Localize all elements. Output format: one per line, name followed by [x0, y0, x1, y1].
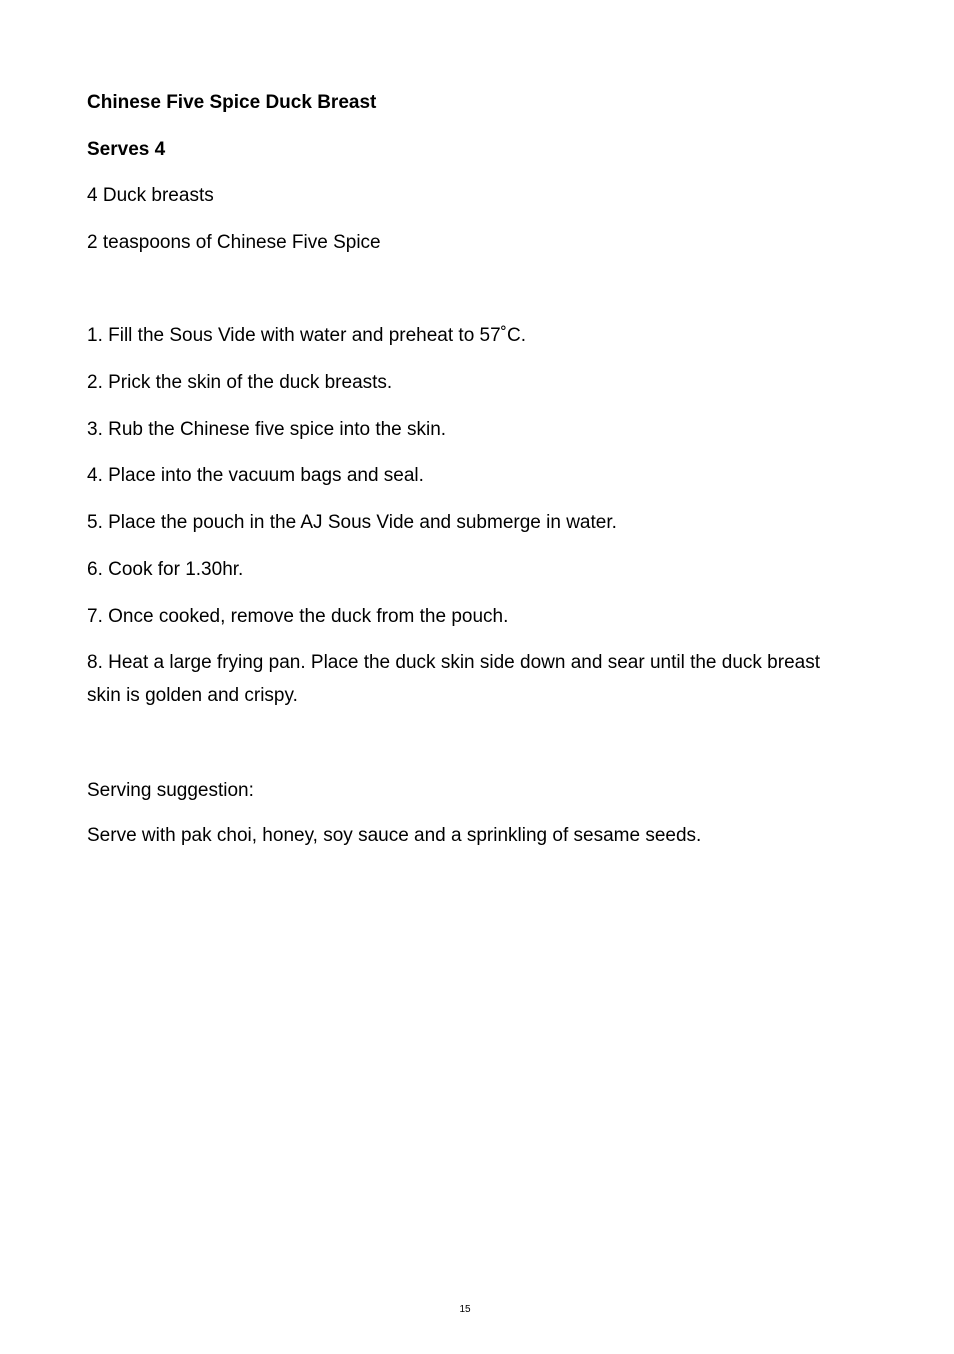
- ingredient-item: 4 Duck breasts: [87, 185, 214, 206]
- method-step: 8. Heat a large frying pan. Place the duck skin side down and sear until the duck breast skin is golden and crispy.: [87, 652, 820, 706]
- method-step: 2. Prick the skin of the duck breasts.: [87, 372, 393, 393]
- method-step: 7. Once cooked, remove the duck from the pouch.: [87, 606, 509, 627]
- serves-label: Serves 4: [87, 139, 166, 160]
- recipe-title: Chinese Five Spice Duck Breast: [87, 92, 377, 113]
- serving-suggestion-text: Serve with pak choi, honey, soy sauce and a sprinkling of sesame seeds.: [87, 825, 702, 846]
- serving-suggestion-label: Serving suggestion:: [87, 780, 254, 801]
- method-step: 4. Place into the vacuum bags and seal.: [87, 465, 424, 486]
- method-step: 5. Place the pouch in the AJ Sous Vide and submerge in water.: [87, 512, 617, 533]
- method-step: 3. Rub the Chinese five spice into the skin.: [87, 419, 447, 440]
- method-step: 6. Cook for 1.30hr.: [87, 559, 244, 580]
- page-number: 15: [459, 1304, 471, 1315]
- ingredient-item: 2 teaspoons of Chinese Five Spice: [87, 232, 381, 253]
- method-step: 1. Fill the Sous Vide with water and preheat to 57˚C.: [87, 325, 527, 346]
